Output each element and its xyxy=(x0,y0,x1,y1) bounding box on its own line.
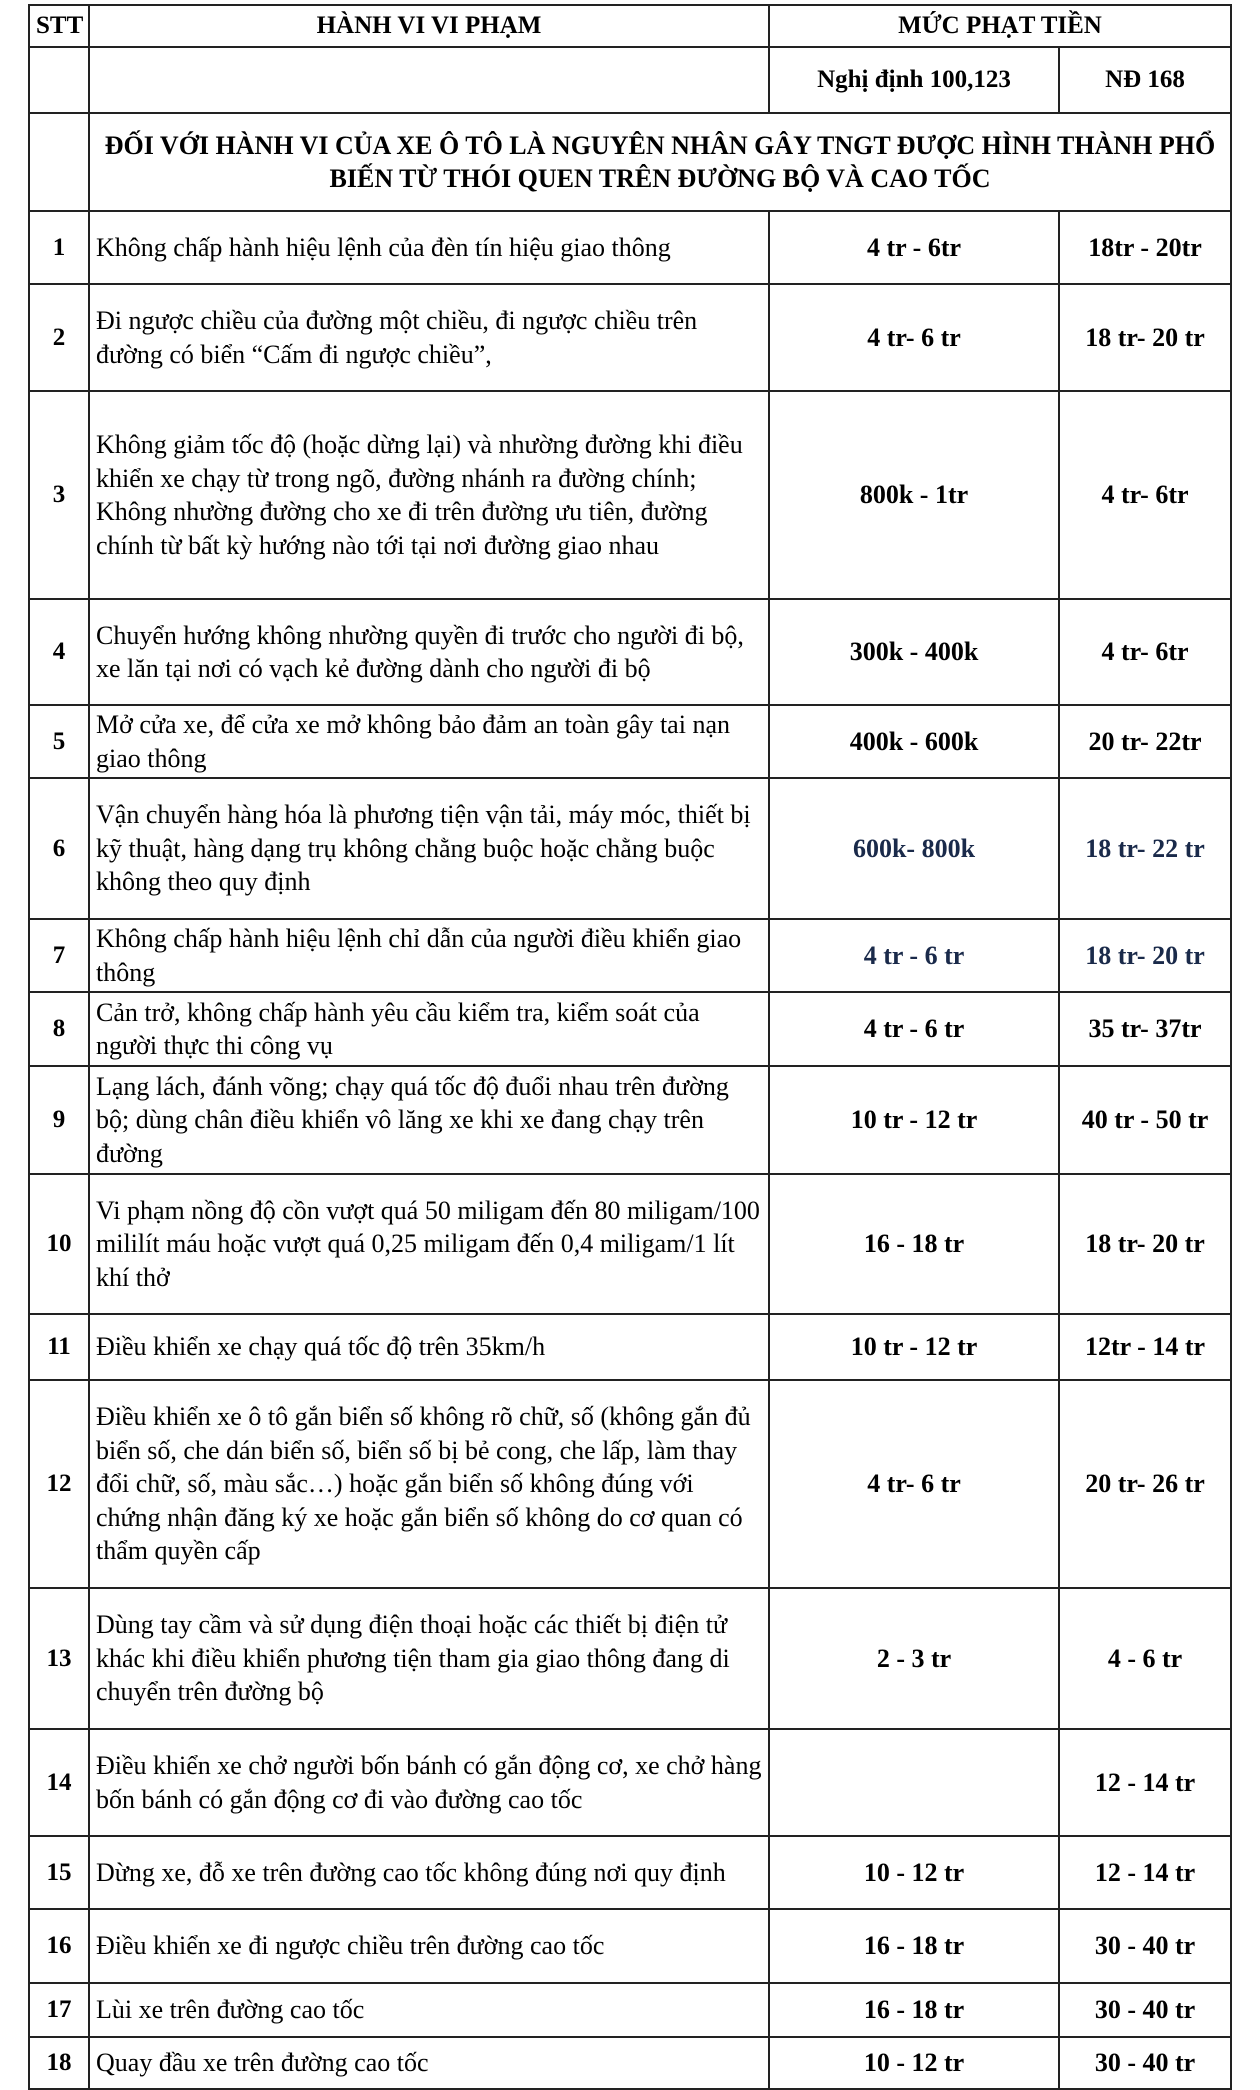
row-number: 17 xyxy=(29,1983,89,2037)
violation-description: Điều khiển xe chạy quá tốc độ trên 35km/h xyxy=(89,1314,769,1380)
violation-description: Dừng xe, đỗ xe trên đường cao tốc không đúng nơi quy định xyxy=(89,1836,769,1909)
violation-description: Không chấp hành hiệu lệnh của đèn tín hiệu giao thông xyxy=(89,211,769,284)
traffic-fines-table xyxy=(28,4,1232,2090)
table-row xyxy=(29,211,1231,284)
violation-description: Điều khiển xe đi ngược chiều trên đường cao tốc xyxy=(89,1909,769,1983)
fine-old: 10 - 12 tr xyxy=(769,1836,1059,1909)
fine-new: 20 tr- 22tr xyxy=(1059,705,1231,778)
violation-description: Dùng tay cầm và sử dụng điện thoại hoặc các thiết bị điện tử khác khi điều khiển phương tiện tham gia giao thông đang di chuyển trên đường bộ xyxy=(89,1588,769,1729)
fine-new: 18 tr- 20 tr xyxy=(1059,284,1231,391)
row-number: 5 xyxy=(29,705,89,778)
fine-new: 35 tr- 37tr xyxy=(1059,992,1231,1066)
fine-new: 30 - 40 tr xyxy=(1059,1983,1231,2037)
fine-old: 4 tr - 6 tr xyxy=(769,992,1059,1066)
table-row xyxy=(29,391,1231,599)
table-row xyxy=(29,778,1231,919)
violation-description: Không giảm tốc độ (hoặc dừng lại) và nhường đường khi điều khiển xe chạy từ trong ngõ, đường nhánh ra đường chính; Không nhường đường cho xe đi trên đường ưu tiên, đường chính từ bất kỳ hướng nào tới tại nơi đường giao nhau xyxy=(89,391,769,599)
empty-cell xyxy=(89,47,769,113)
row-number: 6 xyxy=(29,778,89,919)
fine-new: 18 tr- 20 tr xyxy=(1059,1174,1231,1314)
violation-description: Không chấp hành hiệu lệnh chỉ dẫn của người điều khiển giao thông xyxy=(89,919,769,992)
col-fine-header: MỨC PHẠT TIỀN xyxy=(769,5,1231,47)
row-number: 15 xyxy=(29,1836,89,1909)
row-number: 14 xyxy=(29,1729,89,1836)
decree-new-header: NĐ 168 xyxy=(1059,47,1231,113)
decree-old-header: Nghị định 100,123 xyxy=(769,47,1059,113)
fine-new: 12tr - 14 tr xyxy=(1059,1314,1231,1380)
decree-header-row xyxy=(29,47,1231,113)
violation-description: Điều khiển xe chở người bốn bánh có gắn động cơ, xe chở hàng bốn bánh có gắn động cơ đi vào đường cao tốc xyxy=(89,1729,769,1836)
fine-old: 400k - 600k xyxy=(769,705,1059,778)
violation-description: Chuyển hướng không nhường quyền đi trước cho người đi bộ, xe lăn tại nơi có vạch kẻ đường dành cho người đi bộ xyxy=(89,599,769,705)
row-number: 1 xyxy=(29,211,89,284)
table-header-row xyxy=(29,5,1231,47)
fine-old: 4 tr - 6tr xyxy=(769,211,1059,284)
row-number: 9 xyxy=(29,1066,89,1174)
row-number: 13 xyxy=(29,1588,89,1729)
section-title-row xyxy=(29,113,1231,211)
row-number: 11 xyxy=(29,1314,89,1380)
fine-old: 600k- 800k xyxy=(769,778,1059,919)
col-stt-header: STT xyxy=(29,5,89,47)
table-row xyxy=(29,1729,1231,1836)
fine-new: 4 tr- 6tr xyxy=(1059,599,1231,705)
violation-description: Cản trở, không chấp hành yêu cầu kiểm tra, kiểm soát của người thực thi công vụ xyxy=(89,992,769,1066)
row-number: 8 xyxy=(29,992,89,1066)
violation-description: Lạng lách, đánh võng; chạy quá tốc độ đuổi nhau trên đường bộ; dùng chân điều khiển vô lăng xe khi xe đang chạy trên đường xyxy=(89,1066,769,1174)
fine-old: 300k - 400k xyxy=(769,599,1059,705)
col-violation-header: HÀNH VI VI PHẠM xyxy=(89,5,769,47)
violation-description: Quay đầu xe trên đường cao tốc xyxy=(89,2037,769,2089)
row-number: 3 xyxy=(29,391,89,599)
row-number: 10 xyxy=(29,1174,89,1314)
fine-new: 18 tr- 22 tr xyxy=(1059,778,1231,919)
section-title: ĐỐI VỚI HÀNH VI CỦA XE Ô TÔ LÀ NGUYÊN NHÂN GÂY TNGT ĐƯỢC HÌNH THÀNH PHỔ BIẾN TỪ THÓI QUEN TRÊN ĐƯỜNG BỘ VÀ CAO TỐC xyxy=(89,113,1231,211)
table-row xyxy=(29,284,1231,391)
table-row xyxy=(29,1909,1231,1983)
fine-old: 16 - 18 tr xyxy=(769,1909,1059,1983)
row-number: 18 xyxy=(29,2037,89,2089)
violation-description: Đi ngược chiều của đường một chiều, đi ngược chiều trên đường có biển “Cấm đi ngược chiều”, xyxy=(89,284,769,391)
table-row xyxy=(29,919,1231,992)
table-row xyxy=(29,705,1231,778)
table-row xyxy=(29,1380,1231,1588)
fine-new: 30 - 40 tr xyxy=(1059,2037,1231,2089)
row-number: 12 xyxy=(29,1380,89,1588)
fine-old: 4 tr - 6 tr xyxy=(769,919,1059,992)
fine-old: 16 - 18 tr xyxy=(769,1174,1059,1314)
empty-cell xyxy=(29,47,89,113)
fine-old: 4 tr- 6 tr xyxy=(769,1380,1059,1588)
table-row xyxy=(29,1983,1231,2037)
violation-description: Vận chuyển hàng hóa là phương tiện vận tải, máy móc, thiết bị kỹ thuật, hàng dạng trụ không chằng buộc hoặc chằng buộc không theo quy định xyxy=(89,778,769,919)
table-row xyxy=(29,599,1231,705)
table-row xyxy=(29,1588,1231,1729)
table-row xyxy=(29,2037,1231,2089)
row-number: 16 xyxy=(29,1909,89,1983)
fine-old: 10 - 12 tr xyxy=(769,2037,1059,2089)
violation-description: Lùi xe trên đường cao tốc xyxy=(89,1983,769,2037)
fine-old: 16 - 18 tr xyxy=(769,1983,1059,2037)
fine-new: 40 tr - 50 tr xyxy=(1059,1066,1231,1174)
fine-new: 20 tr- 26 tr xyxy=(1059,1380,1231,1588)
row-number: 4 xyxy=(29,599,89,705)
table-row xyxy=(29,1836,1231,1909)
empty-cell xyxy=(29,113,89,211)
violation-description: Mở cửa xe, để cửa xe mở không bảo đảm an toàn gây tai nạn giao thông xyxy=(89,705,769,778)
fine-new: 12 - 14 tr xyxy=(1059,1836,1231,1909)
table-row xyxy=(29,1314,1231,1380)
table-row xyxy=(29,1066,1231,1174)
fine-new: 30 - 40 tr xyxy=(1059,1909,1231,1983)
violation-description: Vi phạm nồng độ cồn vượt quá 50 miligam đến 80 miligam/100 mililít máu hoặc vượt quá 0,25 miligam đến 0,4 miligam/1 lít khí thở xyxy=(89,1174,769,1314)
fine-old: 4 tr- 6 tr xyxy=(769,284,1059,391)
fine-old: 10 tr - 12 tr xyxy=(769,1314,1059,1380)
fine-old: 10 tr - 12 tr xyxy=(769,1066,1059,1174)
fine-new: 4 tr- 6tr xyxy=(1059,391,1231,599)
fine-new: 18tr - 20tr xyxy=(1059,211,1231,284)
fine-old: 800k - 1tr xyxy=(769,391,1059,599)
fine-new: 18 tr- 20 tr xyxy=(1059,919,1231,992)
fine-new: 12 - 14 tr xyxy=(1059,1729,1231,1836)
table-row xyxy=(29,1174,1231,1314)
fine-new: 4 - 6 tr xyxy=(1059,1588,1231,1729)
fine-old: 2 - 3 tr xyxy=(769,1588,1059,1729)
row-number: 7 xyxy=(29,919,89,992)
violation-description: Điều khiển xe ô tô gắn biển số không rõ chữ, số (không gắn đủ biển số, che dán biển số, biển số bị bẻ cong, che lấp, làm thay đổi chữ, số, màu sắc…) hoặc gắn biển số không đúng với chứng nhận đăng ký xe hoặc gắn biển số không do cơ quan có thẩm quyền cấp xyxy=(89,1380,769,1588)
fine-old xyxy=(769,1729,1059,1836)
table-row xyxy=(29,992,1231,1066)
row-number: 2 xyxy=(29,284,89,391)
